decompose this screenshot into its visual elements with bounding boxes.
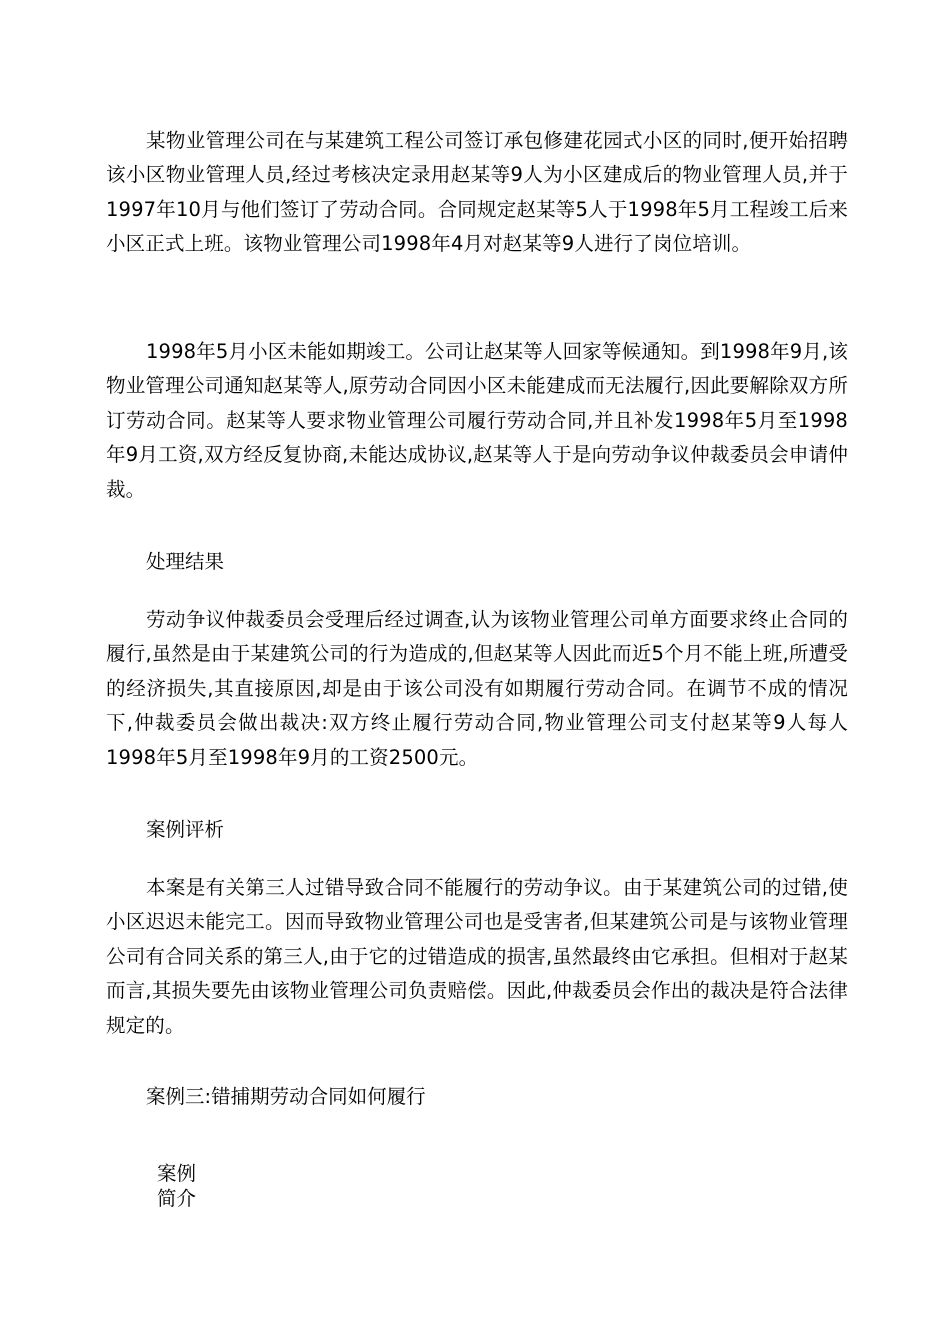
heading-result: 处理结果 (146, 550, 225, 573)
paragraph-result: 劳动争议仲裁委员会受理后经过调查,认为该物业管理公司单方面要求终止合同的履行,虽然是由于某建筑公司的行为造成的,但赵某等人因此而近5个月不能上班,所遭受的经济损失,其直接原因,却是由于该公司没有如期履行劳动合同。在调节不成的情况下,仲裁委员会做出裁决:双方终止履行劳动合同,物业管理公司支付赵某等9人每人1998年5月至1998年9月的工资2500元。 (106, 608, 848, 769)
heading-case-three: 案例三:错捕期劳动合同如何履行 (146, 1085, 426, 1108)
heading-analysis: 案例评析 (146, 818, 225, 841)
paragraph-case-dispute: 1998年5月小区未能如期竣工。公司让赵某等人回家等候通知。到1998年9月,该物业管理公司通知赵某等人,原劳动合同因小区未能建成而无法履行,因此要解除双方所订劳动合同。赵某等人要求物业管理公司履行劳动合同,并且补发1998年5月至1998年9月工资,双方经反复协商,未能达成协议,赵某等人于是向劳动争议仲裁委员会申请仲裁。 (106, 340, 848, 501)
paragraph-analysis: 本案是有关第三人过错导致合同不能履行的劳动争议。由于某建筑公司的过错,使小区迟迟未能完工。因而导致物业管理公司也是受害者,但某建筑公司是与该物业管理公司有合同关系的第三人,由于它的过错造成的损害,虽然最终由它承担。但相对于赵某而言,其损失要先由该物业管理公司负责赔偿。因此,仲裁委员会作出的裁决是符合法律规定的。 (106, 876, 848, 1037)
paragraph-case-background: 某物业管理公司在与某建筑工程公司签订承包修建花园式小区的同时,便开始招聘该小区物业管理人员,经过考核决定录用赵某等9人为小区建成后的物业管理人员,并于1997年10月与他们签订了劳动合同。合同规定赵某等5人于1998年5月工程竣工后来小区正式上班。该物业管理公司1998年4月对赵某等9人进行了岗位培训。 (106, 129, 848, 256)
case-intro-label: 案例简介 (157, 1162, 197, 1210)
